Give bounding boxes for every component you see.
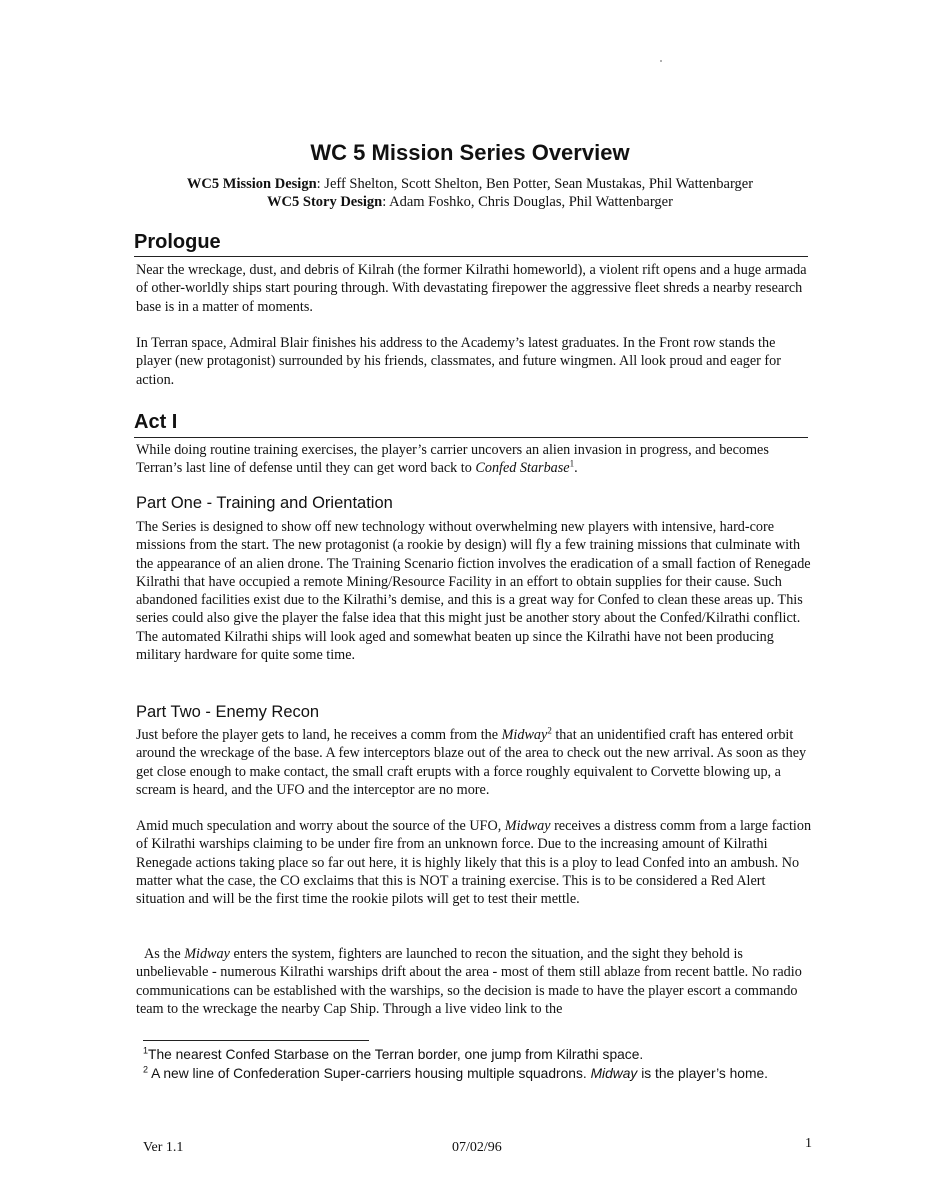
act1-intro	[136, 441, 812, 478]
mission-design-credit: WC5 Mission Design: Jeff Shelton, Scott Shelton, Ben Potter, Sean Mustakas, Phil Wattenbarger	[186, 176, 754, 192]
prologue-rule	[134, 256, 808, 257]
mission-design-label: WC5 Mission Design	[186, 176, 317, 192]
part-two-p2-rest: receives a distress comm from a large faction of Kilrathi warships claiming to be under fire from an unknown force. Due to the increasing amount of Kilrathi Renegade actions taking place so far out here, it is highly likely that this is a ploy to lead Confed into an ambush. No matter what the case, the CO exclaims that this is NOT a training exercise. This is to be considered a Red Alert situation and will be the first time the rookie pilots will get to test their mettle.	[136, 818, 812, 908]
act1-heading: Act I	[134, 411, 178, 433]
scan-speck	[660, 60, 662, 62]
footnote-2-end: is the player’s home.	[641, 1066, 768, 1081]
prologue-paragraph-2: In Terran space, Admiral Blair finishes his address to the Academy’s latest graduates. In the Front row stands the player (new protagonist) surrounded by his friends, classmates, and future wingmen. All look proud and eager for action.	[136, 335, 781, 388]
footnote-ref-2: 2	[547, 725, 552, 736]
document-title: WC 5 Mission Series Overview	[310, 140, 630, 165]
footnote-ref-1: 1	[569, 458, 575, 469]
footnote-1-mark: 1	[143, 1045, 149, 1056]
act1-intro-end: .	[574, 460, 578, 477]
part-one-heading: Part One - Training and Orientation	[136, 494, 393, 512]
part-two-paragraph-3	[136, 945, 812, 1018]
part-two-p3-start: As the	[144, 946, 181, 962]
footnote-rule	[143, 1040, 369, 1041]
footnote-2-text: A new line of Confederation Super-carriers housing multiple squadrons.	[151, 1066, 587, 1081]
footer-version: Ver 1.1	[143, 1140, 184, 1155]
part-two-heading: Part Two - Enemy Recon	[136, 703, 320, 721]
prologue-paragraph-1: Near the wreckage, dust, and debris of Kilrah (the former Kilrathi homeworld), a violent rift opens and a huge armada of other-worldly ships start pouring through. With devastating firepower the aggressive fleet shreds a nearby research base is in a matter of moments.	[136, 262, 807, 315]
footnote-2-mark: 2	[143, 1064, 149, 1075]
footnote-1-text: The nearest Confed Starbase on the Terran border, one jump from Kilrathi space.	[148, 1047, 644, 1062]
part-two-p1-rest: that an unidentified craft has entered orbit around the wreckage of the base. A few interceptors blaze out of the area to check out the new arrival. As soon as they get close enough to make contact, the small craft erupts with a force roughly equivalent to Corvette blowing up, a scream is heard, and the UFO and the interceptor are no more.	[136, 727, 807, 798]
footnote-2-midway: Midway	[590, 1066, 638, 1081]
part-two-p3-midway: Midway	[184, 946, 230, 962]
act1-intro-text: While doing routine training exercises, the player’s carrier uncovers an alien invasion in progress, and becomes Terran’s last line of defense until they can get word back to	[136, 442, 769, 477]
story-design-label: WC5 Story Design	[267, 194, 383, 210]
mission-design-names: Jeff Shelton, Scott Shelton, Ben Potter, Sean Mustakas, Phil Wattenbarger	[324, 176, 754, 192]
act1-rule	[134, 437, 808, 438]
part-two-p2-start: Amid much speculation and worry about the source of the UFO,	[136, 818, 502, 834]
part-two-paragraph-1	[136, 726, 812, 799]
prologue-heading: Prologue	[134, 231, 221, 253]
part-two-paragraph-2	[136, 817, 812, 908]
part-two-p1-midway: Midway	[501, 727, 548, 743]
story-design-names: Adam Foshko, Chris Douglas, Phil Wattenbarger	[389, 194, 673, 210]
footnote-2	[143, 1065, 813, 1083]
part-two-p2-midway: Midway	[504, 818, 551, 834]
story-design-credit: WC5 Story Design: Adam Foshko, Chris Douglas, Phil Wattenbarger	[267, 194, 673, 210]
footer-page-number: 1	[805, 1136, 812, 1151]
part-two-p3-rest: enters the system, fighters are launched to recon the situation, and the sight they behold is unbelievable - numerous Kilrathi warships drift about the area - most of them still ablaze from recent battle. No radio communications can be established with the warships, so the decision is made to have the player escort a commando team to the wreckage the nearby Cap Ship. Through a live video link to the	[136, 946, 802, 1017]
act1-intro-starbase: Confed Starbase	[475, 460, 570, 477]
footnote-1	[143, 1046, 813, 1064]
part-two-p1-start: Just before the player gets to land, he receives a comm from the	[136, 727, 499, 743]
footer-date: 07/02/96	[452, 1140, 502, 1155]
part-one-paragraph: The Series is designed to show off new technology without overwhelming new players with intensive, hard-core missions from the start. The new protagonist (a rookie by design) will fly a few training missions that culminate with the appearance of an alien drone. The Training Scenario fiction involves the eradication of a small faction of Renegade Kilrathi that have occupied a remote Mining/Resource Facility in an effort to obtain supplies for their cause. Such abandoned facilities exist due to the Kilrathi’s demise, and this is a great way for Confed to clean these areas up. This series could also give the player the false idea that this might just be another story about the Confed/Kilrathi conflict. The automated Kilrathi ships will look aged and somewhat beaten up since the Kilrathi have not been producing military hardware for quite some time.	[136, 519, 811, 664]
